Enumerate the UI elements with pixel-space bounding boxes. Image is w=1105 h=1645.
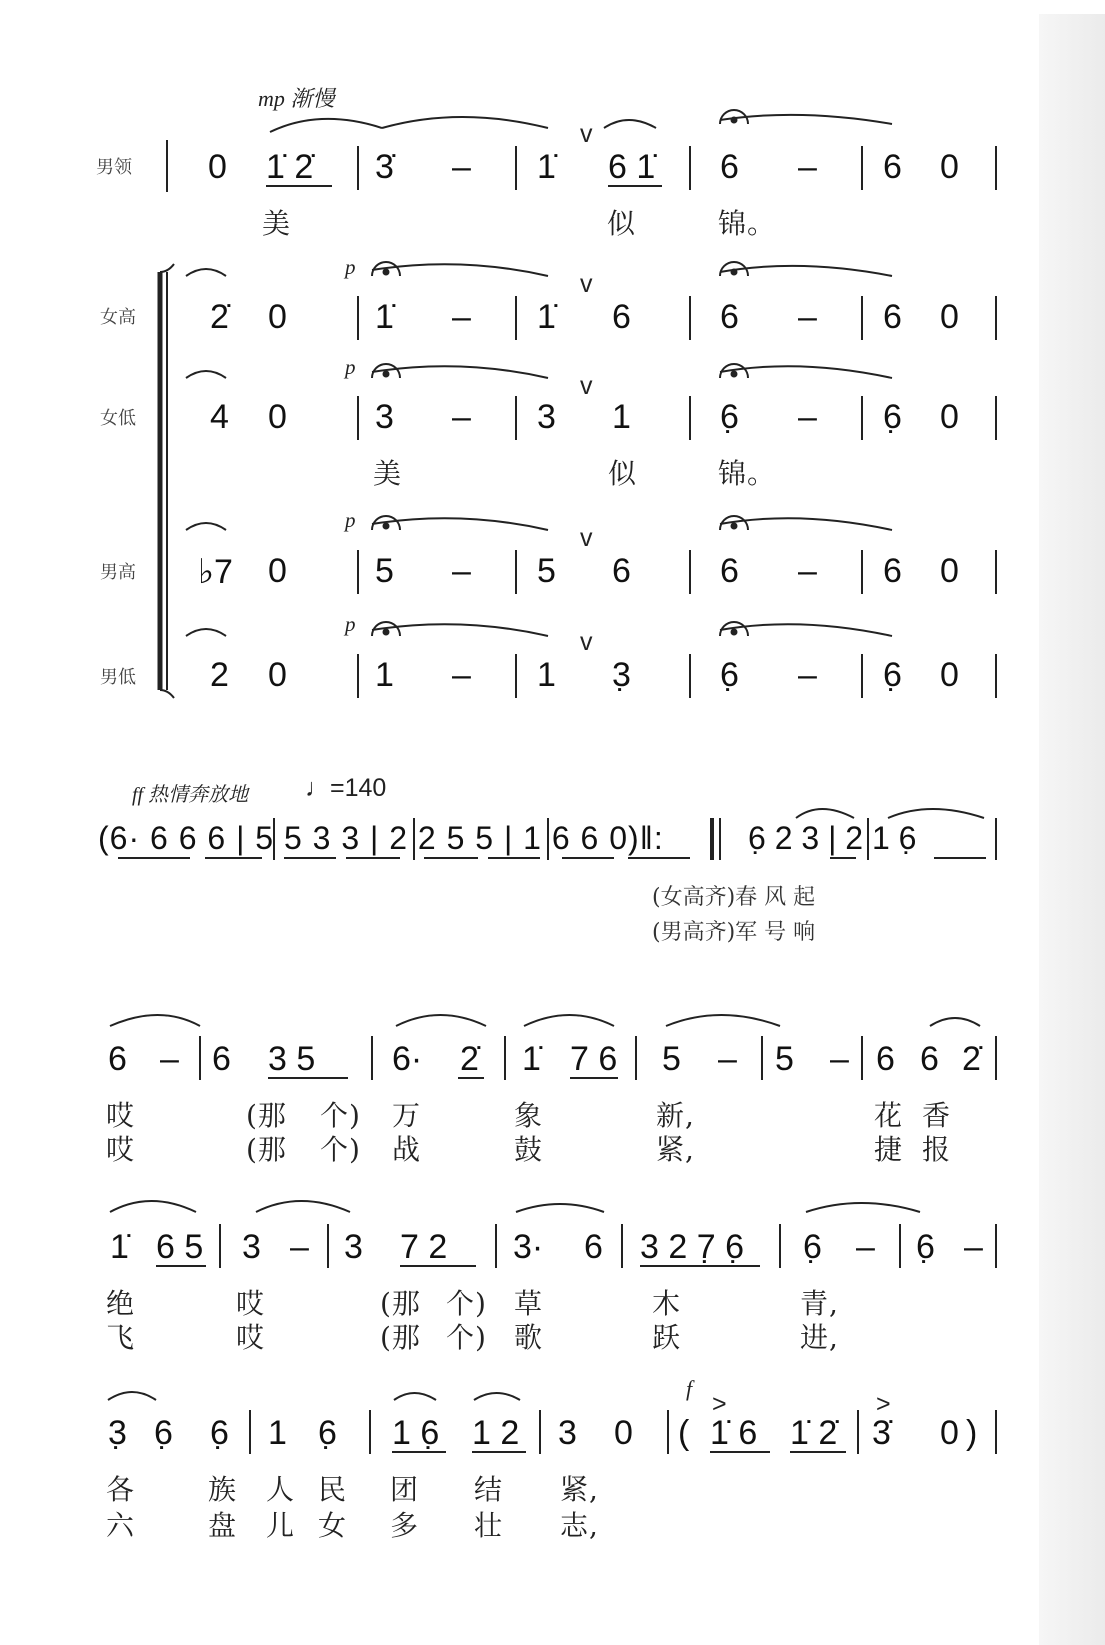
dash: –	[718, 1040, 737, 1078]
bracket-hook-bottom	[160, 690, 174, 698]
dash: –	[452, 298, 471, 336]
note: 1̇	[537, 298, 556, 336]
lyric: 族	[208, 1473, 238, 1506]
lyric: (那	[246, 1133, 287, 1166]
lyric: 美	[262, 207, 292, 240]
slur	[796, 809, 854, 818]
note-group: 7 2	[400, 1228, 448, 1266]
part-label-bass: 男低	[100, 667, 136, 688]
breath-mark: v	[580, 270, 593, 298]
lyric: 儿	[266, 1509, 296, 1542]
lyric: 香	[922, 1099, 952, 1132]
lyric: 青,	[800, 1287, 839, 1320]
lyric: 草	[514, 1287, 544, 1320]
instrumental-intro: (6· 6 6 6 | 5 5 3 3 | 2 2 5 5 | 1 6 6 0)‖:	[98, 820, 664, 856]
note: 6	[883, 298, 902, 336]
part-label-men-solo: 男领	[96, 157, 132, 178]
lyric: 个)	[446, 1321, 487, 1354]
note-group: 1̇ 2̇	[266, 148, 314, 186]
accent-mark: >	[712, 1390, 727, 1418]
note: 6̣	[883, 656, 902, 694]
lyric: 各	[106, 1473, 136, 1506]
note: 6	[212, 1040, 231, 1078]
rest: 0	[268, 656, 287, 694]
dynamic-p: p	[345, 255, 356, 279]
lyric: 女	[318, 1509, 348, 1542]
note: 6·	[392, 1040, 423, 1078]
dynamic-p: p	[345, 612, 356, 636]
note-group: 1 2	[472, 1414, 520, 1452]
note: 1	[537, 656, 556, 694]
note: 3̣	[612, 656, 631, 694]
note: 6	[720, 552, 739, 590]
dash: –	[290, 1228, 309, 1266]
lyric: 志,	[560, 1509, 599, 1542]
dash: –	[798, 298, 817, 336]
lyric: 歌	[514, 1321, 544, 1354]
note: 6	[720, 148, 739, 186]
lyric: 锦。	[718, 207, 777, 240]
lyric: 盘	[208, 1509, 238, 1542]
dynamic-f: f	[686, 1376, 693, 1401]
rest: 0	[940, 552, 959, 590]
part-label-alto: 女低	[100, 408, 136, 429]
note: 1̇	[522, 1040, 541, 1078]
lyric: 花	[874, 1099, 904, 1132]
note: 0	[208, 148, 227, 186]
lyric: 个)	[320, 1099, 361, 1132]
open-paren: (	[678, 1414, 690, 1452]
breath-mark: v	[580, 628, 593, 656]
lyric: (那	[380, 1287, 421, 1320]
bracket-hook-top	[160, 264, 174, 272]
rest: 0	[940, 298, 959, 336]
rest: 0	[268, 398, 287, 436]
tempo-direction: mp 渐慢	[258, 86, 335, 111]
lyric: 似	[607, 207, 637, 240]
note-group: 6 1̇	[608, 148, 656, 186]
rest: 0	[940, 148, 959, 186]
note: 6	[612, 298, 631, 336]
barlines-row3	[200, 1036, 996, 1080]
slur	[888, 809, 984, 818]
note: 2̇	[460, 1040, 479, 1078]
dash: –	[452, 656, 471, 694]
lyric: 个)	[320, 1133, 361, 1166]
lyric: 跃	[652, 1321, 682, 1354]
rest: 0	[940, 1414, 959, 1452]
part-label-soprano: 女高	[100, 307, 136, 328]
note: 5	[537, 552, 556, 590]
note: 6	[612, 552, 631, 590]
note: 5	[662, 1040, 681, 1078]
note: 1	[268, 1414, 287, 1452]
dash: –	[830, 1040, 849, 1078]
note: 6	[584, 1228, 603, 1266]
note: 3̇	[375, 148, 394, 186]
note: 6	[883, 552, 902, 590]
lyric: 结	[474, 1473, 504, 1506]
note: 6̣	[720, 398, 739, 436]
note-group: 7 6	[570, 1040, 618, 1078]
note: 3	[558, 1414, 577, 1452]
lyric: 壮	[474, 1509, 504, 1542]
dash: –	[798, 398, 817, 436]
note: 6	[720, 298, 739, 336]
dash: –	[798, 656, 817, 694]
barlines-section2	[274, 818, 996, 860]
note: 6̣	[883, 398, 902, 436]
slurs-system1	[186, 115, 892, 636]
lyric: 万	[392, 1099, 422, 1132]
lyric: 飞	[106, 1321, 136, 1354]
verse2-lyric: (男高齐)军 号 响	[652, 920, 816, 945]
part-label-tenor: 男高	[100, 562, 136, 583]
lyric: 鼓	[514, 1133, 544, 1166]
lyric: 捷	[874, 1133, 904, 1166]
note: 2̇	[210, 298, 229, 336]
lyric: 紧,	[560, 1473, 599, 1506]
note: 6̣	[154, 1414, 173, 1452]
lyric: (那	[380, 1321, 421, 1354]
dash: –	[452, 552, 471, 590]
note: 6	[876, 1040, 895, 1078]
barlines-system1	[358, 146, 996, 698]
lyric: 紧,	[656, 1133, 695, 1166]
dash: –	[856, 1228, 875, 1266]
note: ♭7	[198, 553, 233, 591]
lyric: 多	[390, 1509, 420, 1542]
lyric: 哎	[236, 1287, 266, 1320]
note-group: 3 5	[268, 1040, 316, 1078]
note: 1	[612, 398, 631, 436]
note: 6̣	[803, 1228, 822, 1266]
lyric: 团	[390, 1473, 420, 1506]
lyric: 绝	[106, 1287, 136, 1320]
note: 6̣	[318, 1414, 337, 1452]
note: 4	[210, 398, 229, 436]
rest: 0	[268, 298, 287, 336]
expression-marking: ff 热情奔放地	[132, 784, 249, 806]
note: 5	[775, 1040, 794, 1078]
rest: 0	[940, 398, 959, 436]
note: 3̇	[872, 1414, 891, 1452]
breath-mark: v	[580, 120, 593, 148]
rest: 0	[614, 1414, 633, 1452]
lyric: 新,	[656, 1099, 695, 1132]
lyric: 六	[106, 1509, 136, 1542]
note: 6	[883, 148, 902, 186]
note: 1̇	[110, 1228, 129, 1266]
note: 3	[375, 398, 394, 436]
note-group: 1̇ 6	[710, 1414, 758, 1452]
note: 3̣	[108, 1414, 127, 1452]
rest: 0	[940, 656, 959, 694]
lyric: 个)	[446, 1287, 487, 1320]
rest: 0	[268, 552, 287, 590]
dash: –	[452, 398, 471, 436]
note: 3·	[513, 1228, 544, 1266]
dash: –	[964, 1228, 983, 1266]
lyric: 哎	[236, 1321, 266, 1354]
note: 2	[210, 656, 229, 694]
note: 1̇	[375, 298, 394, 336]
dynamic-p: p	[345, 508, 356, 532]
note: 6̣	[720, 656, 739, 694]
dash: –	[798, 552, 817, 590]
note-group: 1̇ 2̇	[790, 1414, 838, 1452]
note: 3	[537, 398, 556, 436]
note: 3	[344, 1228, 363, 1266]
note-group: 6 5	[156, 1228, 204, 1266]
lyric: 战	[392, 1133, 422, 1166]
lyric: 美	[373, 457, 403, 490]
dash: –	[160, 1040, 179, 1078]
lyric: 人	[266, 1473, 296, 1506]
note: 1̇	[537, 148, 556, 186]
close-paren: )	[966, 1414, 978, 1452]
dynamic-p: p	[345, 355, 356, 379]
note: 6	[920, 1040, 939, 1078]
fermatas	[372, 110, 748, 636]
lyric: 哎	[106, 1099, 136, 1132]
note: 6	[108, 1040, 127, 1078]
note-group: 1 6̣	[392, 1414, 440, 1452]
note: 3	[242, 1228, 261, 1266]
breath-mark: v	[580, 524, 593, 552]
note: 5	[375, 552, 394, 590]
lyric: 象	[514, 1099, 544, 1132]
lyric: 哎	[106, 1133, 136, 1166]
tempo-marking: ♩=140	[305, 774, 387, 802]
melody-start: 6̣ 2 3 | 2 1 6̣	[748, 820, 917, 856]
note: 1	[375, 656, 394, 694]
barlines-row5	[250, 1410, 996, 1454]
accent-mark: >	[876, 1390, 891, 1418]
dash: –	[452, 148, 471, 186]
lyric: 似	[608, 457, 638, 490]
lyric: 锦。	[718, 457, 777, 490]
lyric: (那	[246, 1099, 287, 1132]
lyric: 进,	[800, 1321, 839, 1354]
breath-mark: v	[580, 372, 593, 400]
barlines-row4	[220, 1224, 996, 1268]
note: 2̇	[962, 1040, 981, 1078]
dash: –	[798, 148, 817, 186]
lyric: 民	[318, 1473, 348, 1506]
lyric: 报	[922, 1133, 952, 1166]
note-group: 3 2 7̣ 6̣	[640, 1228, 744, 1266]
verse1-lyric: (女高齐)春 风 起	[652, 885, 816, 910]
note: 6̣	[210, 1414, 229, 1452]
note: 6̣	[916, 1228, 935, 1266]
lyric: 木	[652, 1287, 682, 1320]
